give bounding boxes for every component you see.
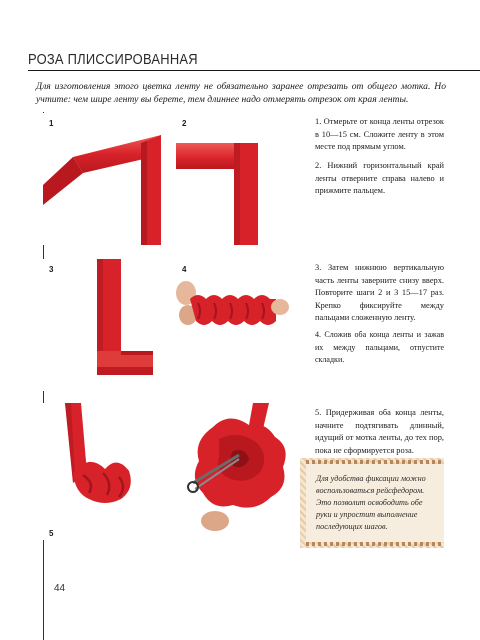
tip-box [300,458,444,548]
intro-paragraph: Для изготовления этого цветка ленту не обязательно заранее отрезать от общего мотка. Но учтите: чем шире ленту вы берете, тем длиннее надо отмерять отрезок от края ленты. [36,81,446,105]
photo-step-4 [176,259,302,391]
photo-step-1 [43,113,172,245]
step-5-text: 5. Придерживая оба конца ленты, начните подтягивать длинный, идущий от мотка ленты, до тех пор, пока не сформируется роза. [315,408,444,455]
photo-number: 4 [182,265,187,274]
photo-step-5 [43,403,302,540]
photo-number: 5 [49,529,54,538]
photo-number: 3 [49,265,54,274]
page-number: 44 [54,583,66,594]
photo-step-3 [43,259,172,391]
step-3-text: 3. Затем нижнюю вертикальную часть ленты заверните снизу вверх. Повторите шаги 2 и 3 15—17 раз. Крепко фиксируйте между пальцами сложенную ленту. [315,263,444,322]
photo-number: 1 [49,119,54,128]
step-2-text: 2. Нижний горизонтальный край ленты отверните справа налево и прижмите пальцем. [315,161,444,195]
photo-step-2 [176,113,302,245]
tip-ornament-bottom [306,542,444,546]
step-1-text: 1. Отмерьте от конца ленты отрезок в 10—15 см. Сложите ленту в этом месте под прямым углом. [315,117,444,151]
photo-number: 2 [182,119,187,128]
step-4-text: 4. Сложив оба конца ленты и зажав их между пальцами, отпустите складки. [315,330,444,364]
header-rule [28,70,480,71]
chapter-title: РОЗА ПЛИССИРОВАННАЯ [28,51,198,68]
tip-text: Для удобства фиксации можно воспользоваться рейсфедором. Это позволит освободить обе руки и упростит выполнение последующих шагов. [306,464,444,542]
